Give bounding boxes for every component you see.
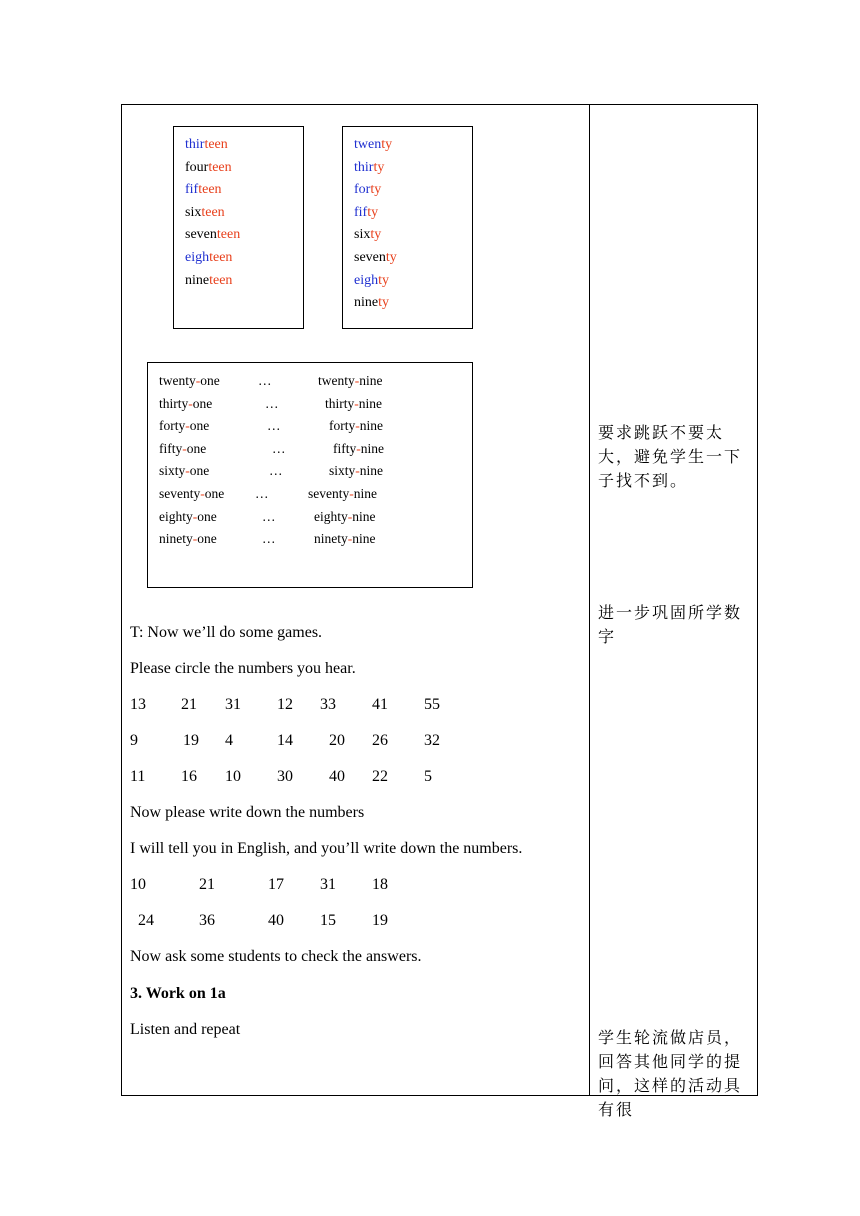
compound-tens: forty — [329, 418, 356, 434]
word-stem: thir — [354, 159, 374, 175]
number-value: 30 — [277, 768, 293, 785]
number-value: 13 — [130, 696, 146, 713]
compound-row — [148, 486, 468, 506]
compound-tens: thirty — [159, 395, 189, 411]
word-stem: eigh — [185, 249, 210, 265]
number-value: 9 — [130, 732, 138, 749]
compound-hyphen: - — [188, 395, 193, 411]
compound-hyphen: - — [356, 440, 361, 456]
compound-unit: nine — [360, 440, 384, 456]
compound-tens: twenty — [159, 373, 196, 388]
number-value: 55 — [424, 696, 440, 713]
compound-hyphen: - — [200, 486, 205, 501]
number-value: 33 — [320, 696, 336, 713]
compound-hyphen: - — [355, 418, 360, 434]
compound-unit: one — [200, 373, 220, 388]
word-suffix: ty — [370, 227, 382, 243]
compound-tens: seventy — [308, 486, 350, 501]
number-value: 19 — [372, 912, 388, 929]
word-stem: seven — [185, 227, 217, 243]
number-word — [185, 157, 240, 180]
compound-unit: nine — [359, 373, 383, 388]
games-line: T: Now we’ll do some games. — [130, 624, 323, 641]
number-value: 21 — [199, 876, 215, 893]
compound-tens: twenty — [318, 373, 355, 388]
compound-unit: nine — [352, 508, 376, 524]
word-stem: thir — [185, 137, 205, 152]
compound-last — [308, 486, 377, 502]
word-stem: nine — [185, 272, 210, 288]
number-value: 15 — [320, 912, 336, 929]
compound-hyphen: - — [185, 463, 190, 479]
number-value: 32 — [424, 732, 440, 749]
compound-tens: forty — [159, 418, 186, 434]
number-value: 12 — [277, 696, 293, 713]
compound-first — [159, 396, 212, 412]
number-value: 10 — [225, 768, 241, 785]
number-word — [354, 157, 397, 180]
compound-first — [159, 373, 220, 389]
compound-row — [148, 418, 468, 438]
note-shop-activity: 学生轮流做店员，回答其他同学的提问，这样的活动具有很 — [598, 1028, 743, 1119]
compound-unit: one — [189, 418, 210, 434]
number-word — [354, 292, 397, 315]
compound-hyphen: - — [192, 531, 198, 547]
word-suffix: teen — [204, 137, 228, 152]
compound-hyphen: - — [349, 486, 354, 501]
repeat-instruction: Listen and repeat — [130, 1021, 241, 1038]
note-jump: 要求跳跃不要太大，避免学生一下子找不到。 — [598, 423, 743, 490]
compound-last — [325, 396, 382, 412]
compound-tens: sixty — [159, 463, 186, 479]
compound-hyphen: - — [185, 418, 190, 434]
number-word — [354, 247, 397, 270]
compound-row — [148, 509, 468, 529]
ellipsis: … — [262, 531, 276, 547]
word-suffix: ty — [378, 295, 389, 311]
number-value: 4 — [225, 732, 233, 749]
number-word — [185, 247, 240, 270]
tens-list — [354, 134, 397, 315]
number-value: 10 — [130, 876, 146, 893]
number-value: 41 — [372, 696, 388, 713]
ellipsis: … — [265, 395, 279, 411]
tens-box — [342, 126, 473, 329]
number-value: 11 — [130, 768, 146, 785]
number-value: 20 — [329, 732, 345, 749]
compound-unit: one — [192, 395, 213, 411]
number-word — [354, 179, 397, 202]
number-value: 24 — [138, 912, 154, 929]
compound-tens: eighty — [159, 508, 193, 524]
word-suffix: teen — [209, 249, 233, 265]
word-stem: twen — [354, 137, 382, 152]
number-value: 21 — [181, 696, 197, 713]
number-value: 22 — [372, 768, 388, 785]
number-word — [354, 270, 397, 293]
check-instruction: Now ask some students to check the answers. — [130, 948, 422, 965]
word-suffix: teen — [209, 272, 233, 288]
compound-first — [159, 463, 209, 479]
ellipsis: … — [255, 486, 269, 501]
compound-tens: fifty — [333, 440, 357, 456]
write-instruction: Now please write down the numbers — [130, 804, 365, 821]
note-consolidate: 进一步巩固所学数字 — [598, 603, 743, 646]
number-value: 19 — [183, 732, 199, 749]
compound-last — [329, 418, 383, 434]
word-stem: fif — [354, 204, 368, 220]
compound-hyphen: - — [347, 508, 353, 524]
word-suffix: teen — [201, 204, 225, 220]
compound-tens: eighty — [314, 508, 348, 524]
number-word — [354, 202, 397, 225]
compound-hyphen: - — [192, 508, 198, 524]
compound-tens: fifty — [159, 440, 183, 456]
word-suffix: teen — [216, 227, 241, 243]
number-value: 26 — [372, 732, 388, 749]
compound-hyphen: - — [195, 373, 201, 388]
compound-last — [318, 373, 383, 389]
number-value: 40 — [329, 768, 345, 785]
compound-hyphen: - — [354, 373, 360, 388]
number-word — [185, 202, 240, 225]
compound-last — [333, 441, 384, 457]
circle-instruction: Please circle the numbers you hear. — [130, 660, 356, 677]
compound-row — [148, 463, 468, 483]
word-suffix: ty — [373, 159, 385, 175]
word-stem: for — [354, 182, 371, 198]
number-value: 14 — [277, 732, 293, 749]
word-suffix: ty — [385, 249, 397, 265]
number-word — [185, 179, 240, 202]
compound-hyphen: - — [347, 531, 353, 547]
number-word — [354, 134, 397, 157]
ellipsis: … — [272, 440, 286, 456]
word-suffix: teen — [198, 182, 222, 198]
compound-row — [148, 396, 468, 416]
word-stem: nine — [354, 295, 379, 311]
word-suffix: ty — [370, 182, 382, 198]
word-stem: six — [185, 204, 202, 220]
compound-unit: nine — [353, 486, 377, 501]
ellipsis: … — [269, 463, 283, 479]
teens-box — [173, 126, 304, 329]
word-stem: fif — [185, 182, 199, 198]
compound-unit: one — [197, 508, 217, 524]
ellipsis: … — [267, 418, 281, 434]
number-value: 18 — [372, 876, 388, 893]
compound-unit: nine — [352, 531, 376, 547]
compound-unit: one — [186, 440, 207, 456]
number-value: 36 — [199, 912, 215, 929]
word-suffix: ty — [378, 272, 389, 288]
compound-unit: one — [189, 463, 210, 479]
compound-row — [148, 441, 468, 461]
word-suffix: teen — [208, 159, 232, 175]
tell-instruction: I will tell you in English, and you’ll write down the numbers. — [130, 840, 523, 857]
number-value: 16 — [181, 768, 197, 785]
word-stem: eigh — [354, 272, 379, 288]
compound-unit: nine — [359, 418, 383, 434]
compound-first — [159, 509, 217, 525]
teens-list — [185, 134, 240, 292]
compound-unit: one — [204, 486, 225, 501]
number-word — [354, 224, 397, 247]
compound-tens: sixty — [329, 463, 356, 479]
number-value: 40 — [268, 912, 284, 929]
section-heading: 3. Work on 1a — [130, 985, 226, 1002]
compound-first — [159, 441, 206, 457]
number-value: 5 — [424, 768, 432, 785]
number-word — [185, 224, 240, 247]
column-divider — [589, 104, 590, 1096]
word-suffix: ty — [367, 204, 379, 220]
word-suffix: ty — [381, 137, 393, 152]
compound-hyphen: - — [354, 395, 359, 411]
compound-tens: seventy — [159, 486, 201, 501]
compound-row — [148, 373, 468, 393]
compound-unit: nine — [358, 395, 382, 411]
word-stem: seven — [354, 249, 386, 265]
compound-numbers-box — [147, 362, 473, 588]
compound-tens: ninety — [159, 531, 193, 547]
compound-row — [148, 531, 468, 551]
compound-unit: nine — [359, 463, 384, 479]
compound-last — [314, 531, 376, 547]
compound-tens: thirty — [325, 395, 355, 411]
compound-first — [159, 531, 217, 547]
compound-unit: one — [197, 531, 217, 547]
number-word — [185, 270, 240, 293]
number-value: 31 — [320, 876, 336, 893]
compound-hyphen: - — [355, 463, 360, 479]
word-stem: four — [185, 159, 209, 175]
number-value: 17 — [268, 876, 284, 893]
compound-last — [329, 463, 383, 479]
compound-last — [314, 509, 376, 525]
compound-first — [159, 486, 224, 502]
ellipsis: … — [262, 508, 276, 524]
ellipsis: … — [258, 373, 272, 388]
compound-hyphen: - — [182, 440, 187, 456]
word-stem: six — [354, 227, 371, 243]
number-word — [185, 134, 240, 157]
number-value: 31 — [225, 696, 241, 713]
compound-first — [159, 418, 209, 434]
compound-tens: ninety — [314, 531, 348, 547]
